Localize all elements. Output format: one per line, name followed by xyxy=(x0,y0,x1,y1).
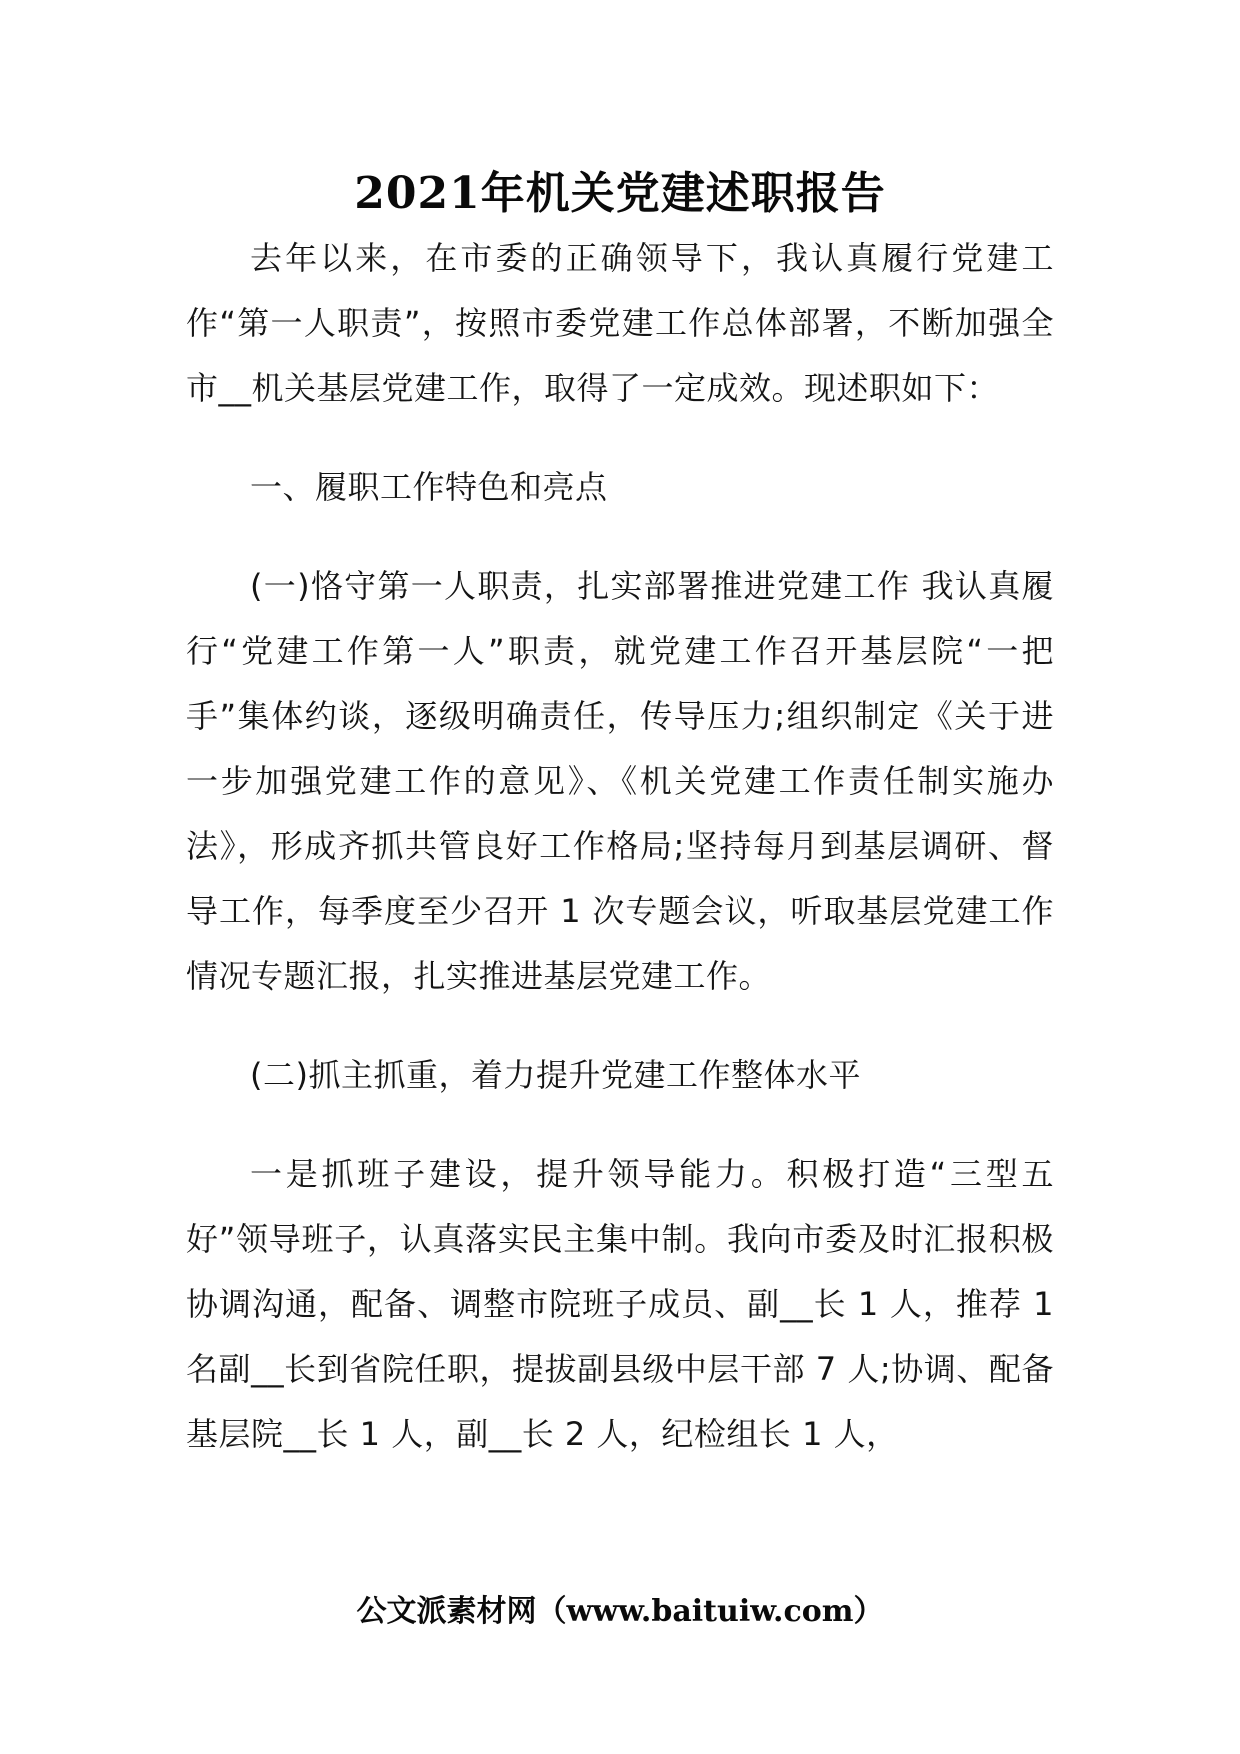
subsection-paragraph-1: (一)恪守第一人职责，扎实部署推进党建工作 我认真履行“党建工作第一人”职责，就党建工作召开基层院“一把手”集体约谈，逐级明确责任，传导压力;组织制定《关于进一步加强党建工作的意见》、《机关党建工作责任制实施办法》，形成齐抓共管良好工作格局;坚持每月到基层调研、督导工作，每季度至少召开 1 次专题会议，听取基层党建工作情况专题汇报，扎实推进基层党建工作。 xyxy=(186,567,1054,995)
intro-paragraph: 去年以来，在市委的正确领导下，我认真履行党建工作“第一人职责”，按照市委党建工作总体部署，不断加强全市__机关基层党建工作，取得了一定成效。现述职如下： xyxy=(186,239,1054,407)
document-title: 2021年机关党建述职报告 xyxy=(354,168,886,219)
section-heading-1: 一、履职工作特色和亮点 xyxy=(250,468,608,506)
footer-source: 公文派素材网（www.baituiw.com） xyxy=(356,1594,884,1629)
document-body xyxy=(186,226,1054,1467)
body-paragraph-team-building: 一是抓班子建设，提升领导能力。积极打造“三型五好”领导班子，认真落实民主集中制。我向市委及时汇报积极协调沟通，配备、调整市院班子成员、副__长 1 人，推荐 1 名副__长到省院任职，提拔副县级中层干部 7 人;协调、配备基层院__长 1 人，副__长 2 人，纪检组长 1 人， xyxy=(186,1155,1054,1453)
subsection-heading-2: (二)抓主抓重，着力提升党建工作整体水平 xyxy=(250,1056,861,1094)
